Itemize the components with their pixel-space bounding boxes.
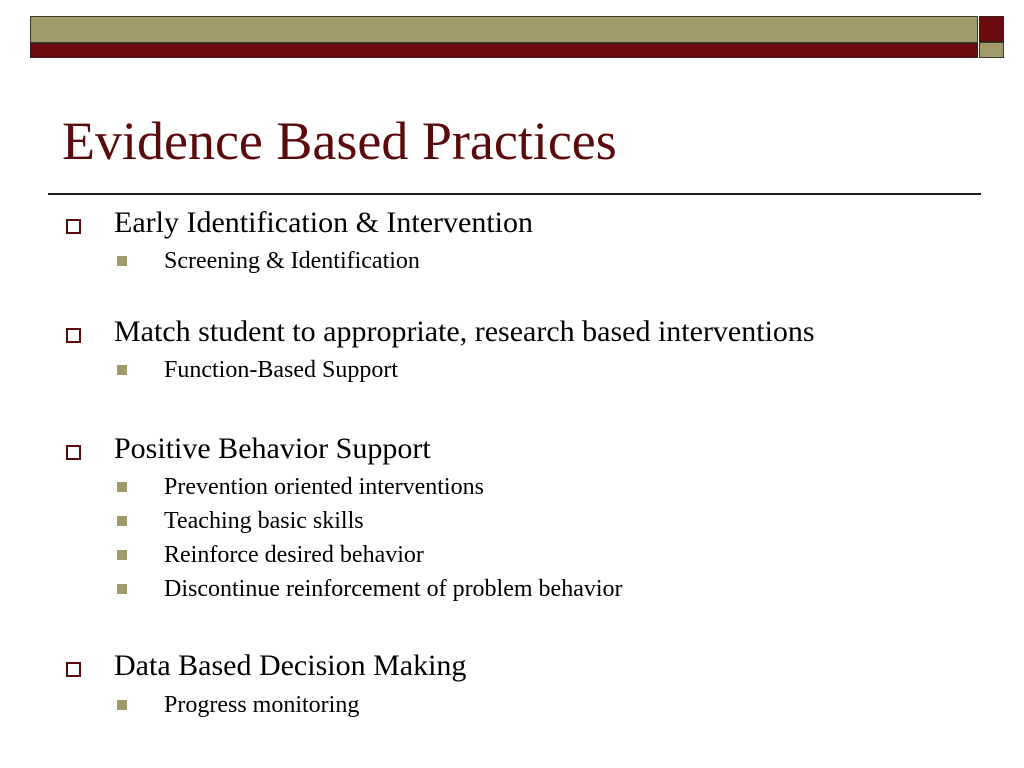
filled-square-bullet-icon — [117, 482, 127, 492]
slide-title: Evidence Based Practices — [62, 111, 617, 171]
section-heading: Early Identification & Intervention — [114, 206, 534, 239]
section-heading: Positive Behavior Support — [114, 432, 431, 465]
title-divider — [48, 193, 981, 195]
filled-square-bullet-icon — [117, 550, 127, 560]
section-heading: Match student to appropriate, research based interventions — [114, 315, 815, 348]
sub-item: Function-Based Support — [164, 357, 398, 383]
section-heading: Data Based Decision Making — [114, 649, 467, 682]
hollow-square-bullet-icon — [66, 662, 81, 677]
corner-square-olive — [979, 42, 1004, 58]
sub-item: Prevention oriented interventions — [164, 474, 484, 500]
hollow-square-bullet-icon — [66, 219, 81, 234]
filled-square-bullet-icon — [117, 256, 127, 266]
sub-item: Reinforce desired behavior — [164, 542, 424, 568]
sub-item: Progress monitoring — [164, 692, 360, 718]
filled-square-bullet-icon — [117, 700, 127, 710]
header-band-maroon — [30, 43, 978, 58]
filled-square-bullet-icon — [117, 584, 127, 594]
filled-square-bullet-icon — [117, 365, 127, 375]
hollow-square-bullet-icon — [66, 328, 81, 343]
header-band — [30, 16, 978, 58]
hollow-square-bullet-icon — [66, 445, 81, 460]
header-band-olive — [30, 16, 978, 43]
sub-item: Teaching basic skills — [164, 508, 364, 534]
corner-square-maroon — [979, 16, 1004, 42]
sub-item: Screening & Identification — [164, 248, 420, 274]
sub-item: Discontinue reinforcement of problem behavior — [164, 576, 623, 602]
filled-square-bullet-icon — [117, 516, 127, 526]
